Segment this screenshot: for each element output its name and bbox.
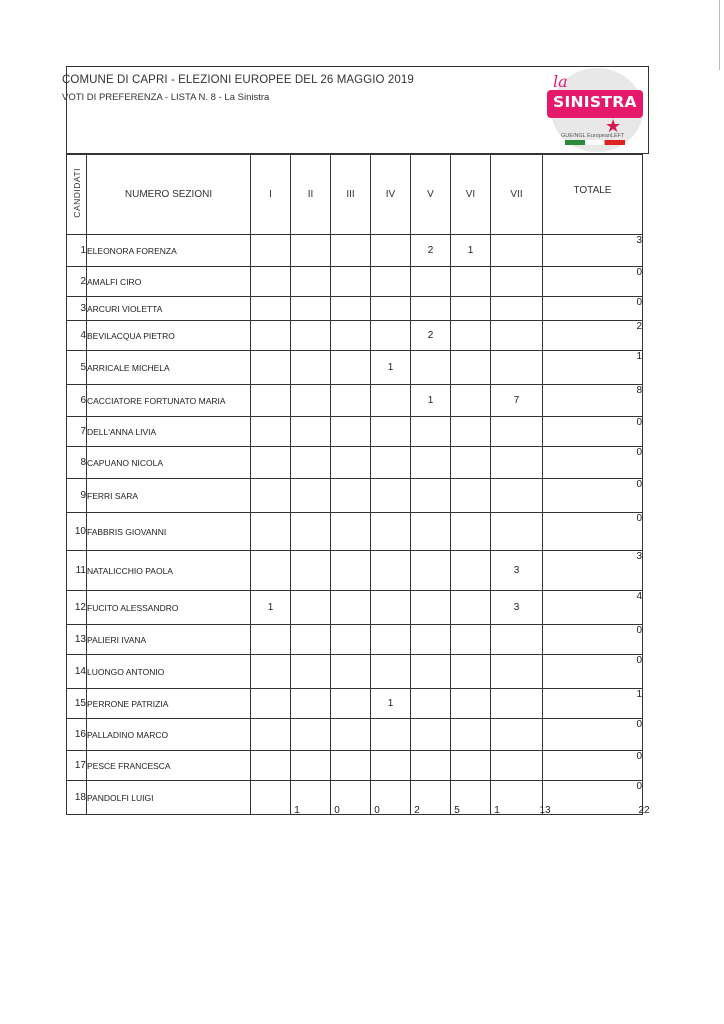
section-votes <box>451 447 491 479</box>
section-votes <box>251 655 291 689</box>
section-votes <box>371 447 411 479</box>
section-votes <box>411 447 451 479</box>
section-votes <box>411 267 451 297</box>
table-row <box>67 351 643 385</box>
section-votes <box>371 625 411 655</box>
section-votes <box>331 351 371 385</box>
section-votes <box>251 417 291 447</box>
candidate-number: 8 <box>67 447 87 479</box>
section-votes <box>491 751 543 781</box>
section-votes: 1 <box>251 591 291 625</box>
section-votes <box>371 321 411 351</box>
section-votes <box>251 625 291 655</box>
candidate-name: PANDOLFI LUIGI <box>87 781 251 815</box>
table-row <box>67 417 643 447</box>
section-votes <box>371 591 411 625</box>
section-votes <box>331 719 371 751</box>
total-section-i: 1 <box>294 805 300 816</box>
section-votes <box>251 479 291 513</box>
table-row <box>67 321 643 351</box>
candidate-name: CAPUANO NICOLA <box>87 447 251 479</box>
section-votes <box>291 479 331 513</box>
candidate-total: 4 <box>543 591 643 625</box>
section-votes <box>291 297 331 321</box>
candidate-number: 5 <box>67 351 87 385</box>
section-votes <box>451 625 491 655</box>
section-votes <box>251 719 291 751</box>
section-votes <box>451 321 491 351</box>
section-votes <box>371 655 411 689</box>
candidate-number: 14 <box>67 655 87 689</box>
section-votes <box>291 689 331 719</box>
candidate-total: 0 <box>543 479 643 513</box>
table-row <box>67 625 643 655</box>
header-totale: TOTALE <box>543 155 643 235</box>
section-votes <box>491 513 543 551</box>
candidate-number: 18 <box>67 781 87 815</box>
section-votes <box>331 321 371 351</box>
total-section-v: 5 <box>454 805 460 816</box>
total-section-iv: 2 <box>414 805 420 816</box>
section-votes <box>251 551 291 591</box>
header-section-iv: IV <box>371 155 411 235</box>
logo-flag <box>565 140 625 145</box>
candidate-total: 0 <box>543 417 643 447</box>
candidate-total: 0 <box>543 625 643 655</box>
section-votes: 1 <box>451 235 491 267</box>
section-votes <box>331 751 371 781</box>
section-votes <box>451 267 491 297</box>
candidate-name: CACCIATORE FORTUNATO MARIA <box>87 385 251 417</box>
section-votes <box>251 385 291 417</box>
candidate-name: PERRONE PATRIZIA <box>87 689 251 719</box>
total-section-iii: 0 <box>374 805 380 816</box>
section-votes <box>491 689 543 719</box>
section-votes <box>451 417 491 447</box>
candidate-number: 15 <box>67 689 87 719</box>
header-section-i: I <box>251 155 291 235</box>
section-votes <box>451 385 491 417</box>
section-votes <box>371 235 411 267</box>
section-votes <box>411 479 451 513</box>
total-section-vii: 13 <box>539 805 551 816</box>
section-votes <box>451 351 491 385</box>
section-votes <box>251 321 291 351</box>
table-row <box>67 689 643 719</box>
section-votes: 3 <box>491 551 543 591</box>
table-row <box>67 655 643 689</box>
section-votes <box>331 551 371 591</box>
section-votes <box>451 591 491 625</box>
table-row <box>67 751 643 781</box>
section-votes: 1 <box>411 385 451 417</box>
section-votes <box>371 267 411 297</box>
section-votes <box>331 513 371 551</box>
section-votes <box>251 781 291 815</box>
section-votes <box>491 267 543 297</box>
section-votes <box>491 417 543 447</box>
section-votes: 2 <box>411 321 451 351</box>
header-section-v: V <box>411 155 451 235</box>
section-votes <box>411 751 451 781</box>
candidate-number: 11 <box>67 551 87 591</box>
section-votes <box>451 655 491 689</box>
candidate-name: ARCURI VIOLETTA <box>87 297 251 321</box>
total-section-vi: 1 <box>494 805 500 816</box>
candidate-name: FUCITO ALESSANDRO <box>87 591 251 625</box>
table-row <box>67 479 643 513</box>
section-votes <box>331 689 371 719</box>
candidate-total: 0 <box>543 513 643 551</box>
party-logo <box>545 66 649 154</box>
section-votes <box>371 417 411 447</box>
section-votes <box>411 551 451 591</box>
candidate-name: ELEONORA FORENZA <box>87 235 251 267</box>
section-votes <box>251 689 291 719</box>
table-row <box>67 781 643 815</box>
section-votes <box>291 385 331 417</box>
candidate-number: 13 <box>67 625 87 655</box>
candidate-number: 4 <box>67 321 87 351</box>
section-votes <box>491 235 543 267</box>
section-votes: 2 <box>411 235 451 267</box>
header-section-iii: III <box>331 155 371 235</box>
candidate-name: NATALICCHIO PAOLA <box>87 551 251 591</box>
candidate-total: 3 <box>543 551 643 591</box>
section-votes <box>331 625 371 655</box>
section-votes <box>371 551 411 591</box>
section-votes <box>411 417 451 447</box>
section-votes <box>331 655 371 689</box>
section-votes <box>491 625 543 655</box>
section-votes <box>491 297 543 321</box>
section-votes <box>291 267 331 297</box>
logo-text-sub: GUE/NGL EuropeanLEFT <box>561 133 625 139</box>
section-votes: 3 <box>491 591 543 625</box>
section-votes <box>411 655 451 689</box>
candidate-number: 7 <box>67 417 87 447</box>
section-votes <box>371 297 411 321</box>
candidate-name: FERRI SARA <box>87 479 251 513</box>
section-votes <box>291 417 331 447</box>
section-votes <box>451 479 491 513</box>
section-votes <box>451 719 491 751</box>
section-votes <box>291 321 331 351</box>
candidate-total: 0 <box>543 297 643 321</box>
section-votes <box>411 689 451 719</box>
section-votes <box>251 351 291 385</box>
table-row <box>67 719 643 751</box>
section-votes <box>451 689 491 719</box>
section-votes <box>491 447 543 479</box>
candidate-name: LUONGO ANTONIO <box>87 655 251 689</box>
section-votes <box>251 751 291 781</box>
star-icon: ★ <box>605 116 622 136</box>
section-votes <box>331 297 371 321</box>
section-votes <box>411 351 451 385</box>
candidate-name: AMALFI CIRO <box>87 267 251 297</box>
section-votes <box>451 551 491 591</box>
candidate-total: 0 <box>543 751 643 781</box>
total-section-ii: 0 <box>334 805 340 816</box>
section-votes <box>411 297 451 321</box>
section-votes <box>371 513 411 551</box>
preference-table <box>66 154 643 815</box>
document-subtitle: VOTI DI PREFERENZA - LISTA N. 8 - La Sinistra <box>62 92 270 103</box>
section-votes <box>331 417 371 447</box>
section-votes <box>411 513 451 551</box>
section-votes: 7 <box>491 385 543 417</box>
grand-total: 22 <box>638 805 650 816</box>
candidate-name: DELL'ANNA LIVIA <box>87 417 251 447</box>
candidate-total: 8 <box>543 385 643 417</box>
section-votes <box>331 235 371 267</box>
header-section-vi: VI <box>451 155 491 235</box>
candidate-total: 0 <box>543 719 643 751</box>
header-numero-sezioni: NUMERO SEZIONI <box>87 155 251 235</box>
candidate-number: 3 <box>67 297 87 321</box>
section-votes <box>331 267 371 297</box>
section-votes <box>491 655 543 689</box>
candidate-name: FABBRIS GIOVANNI <box>87 513 251 551</box>
table-header-row <box>67 155 643 235</box>
table-row <box>67 551 643 591</box>
section-votes <box>331 385 371 417</box>
candidate-total: 0 <box>543 781 643 815</box>
section-votes <box>291 351 331 385</box>
section-votes <box>451 513 491 551</box>
candidate-number: 1 <box>67 235 87 267</box>
section-votes <box>331 591 371 625</box>
section-votes <box>331 479 371 513</box>
section-votes <box>491 351 543 385</box>
section-votes <box>251 447 291 479</box>
candidate-number: 12 <box>67 591 87 625</box>
section-votes <box>291 447 331 479</box>
section-votes <box>291 591 331 625</box>
table-row <box>67 267 643 297</box>
section-votes <box>331 447 371 479</box>
candidate-name: PALLADINO MARCO <box>87 719 251 751</box>
header-section-vii: VII <box>491 155 543 235</box>
candidate-total: 0 <box>543 447 643 479</box>
candidate-total: 0 <box>543 655 643 689</box>
candidate-number: 2 <box>67 267 87 297</box>
section-votes <box>291 551 331 591</box>
table-row <box>67 591 643 625</box>
header-section-ii: II <box>291 155 331 235</box>
section-votes <box>251 235 291 267</box>
section-votes <box>291 719 331 751</box>
section-votes: 1 <box>371 351 411 385</box>
candidate-total: 1 <box>543 351 643 385</box>
scan-edge-line <box>719 0 720 70</box>
section-votes <box>291 625 331 655</box>
section-votes <box>371 719 411 751</box>
section-votes <box>411 625 451 655</box>
candidate-total: 0 <box>543 267 643 297</box>
candidate-name: PESCE FRANCESCA <box>87 751 251 781</box>
section-votes <box>451 297 491 321</box>
section-votes <box>291 235 331 267</box>
candidate-number: 6 <box>67 385 87 417</box>
section-votes <box>371 479 411 513</box>
section-votes <box>251 297 291 321</box>
document-title: COMUNE DI CAPRI - ELEZIONI EUROPEE DEL 26 MAGGIO 2019 <box>62 74 414 86</box>
section-votes <box>411 591 451 625</box>
section-votes <box>371 751 411 781</box>
section-votes <box>251 513 291 551</box>
section-votes <box>251 267 291 297</box>
table-row <box>67 513 643 551</box>
candidate-total: 1 <box>543 689 643 719</box>
section-votes <box>291 655 331 689</box>
candidate-total: 2 <box>543 321 643 351</box>
table-row <box>67 235 643 267</box>
candidate-name: ARRICALE MICHELA <box>87 351 251 385</box>
section-votes <box>491 719 543 751</box>
candidate-name: BEVILACQUA PIETRO <box>87 321 251 351</box>
table-row <box>67 447 643 479</box>
section-votes <box>411 719 451 751</box>
section-votes <box>371 385 411 417</box>
candidate-number: 9 <box>67 479 87 513</box>
logo-text-name: SINISTRA <box>553 93 637 111</box>
table-row <box>67 297 643 321</box>
section-votes <box>291 513 331 551</box>
section-votes: 1 <box>371 689 411 719</box>
candidate-total: 3 <box>543 235 643 267</box>
header-candidati: CANDIDATI <box>67 155 87 235</box>
logo-text-la: la <box>553 72 568 91</box>
section-votes <box>291 751 331 781</box>
candidate-number: 16 <box>67 719 87 751</box>
candidate-number: 10 <box>67 513 87 551</box>
candidate-name: PALIERI IVANA <box>87 625 251 655</box>
section-votes <box>491 479 543 513</box>
candidate-number: 17 <box>67 751 87 781</box>
section-votes <box>451 751 491 781</box>
table-row <box>67 385 643 417</box>
section-votes <box>491 321 543 351</box>
